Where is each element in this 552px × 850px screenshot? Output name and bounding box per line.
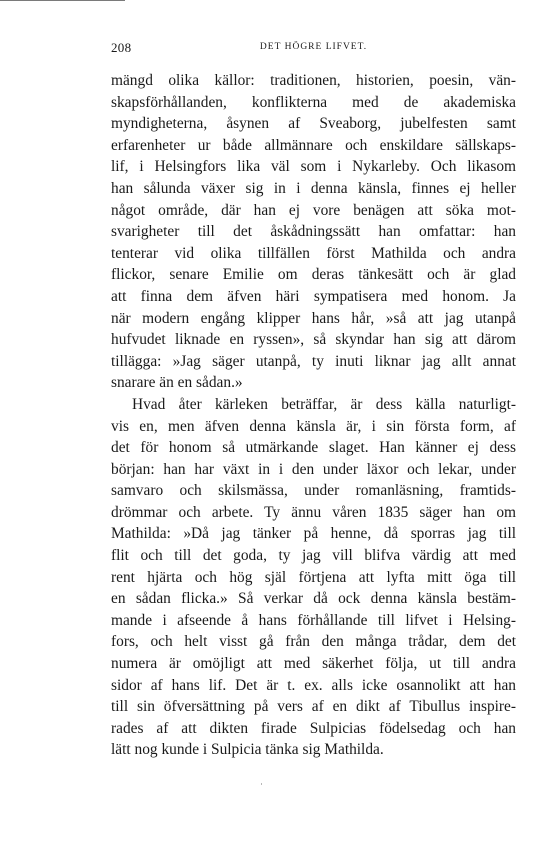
paragraph-1: [111, 70, 516, 394]
text-line: vis en, men äfven denna känsla är, i sin första form, af: [111, 417, 516, 435]
text-line: myndigheterna, åsynen af Sveaborg, jubelfesten samt: [111, 115, 516, 133]
running-header: [111, 40, 516, 56]
text-line: en sådan flicka.» Så verkar då ock denna känsla bestäm-: [111, 590, 516, 608]
text-line: drömmar och arbete. Ty ännu våren 1835 säger han om: [111, 503, 516, 521]
text-line: lif, i Helsingfors lika väl som i Nykarleby. Och likasom: [111, 158, 516, 176]
text-line: skapsförhållanden, konflikterna med de akademiska: [111, 93, 516, 111]
text-line: fors, och helt visst gå från den många trådar, dem det: [111, 633, 516, 651]
paragraph-2: [111, 394, 516, 761]
text-line: att finna dem äfven häri sympatisera med honom. Ja: [111, 287, 516, 305]
paper-speck: [261, 783, 262, 785]
text-line: Mathilda: »Då jag tänker på henne, då sporras jag till: [111, 525, 516, 543]
text-line: flickor, senare Emilie om deras tänkesätt och är glad: [111, 266, 516, 284]
body-text: [111, 70, 516, 761]
text-line: tenterar vid olika tillfällen först Mathilda och andra: [111, 244, 516, 262]
text-line: samvaro och skilsmässa, under romanläsning, framtids-: [111, 482, 516, 500]
text-line: snarare än en sådan.»: [111, 374, 243, 392]
text-line: början: han har växt in i den under läxor och lekar, under: [111, 460, 516, 478]
text-line: han sålunda växer sig in i denna känsla, finnes ej heller: [111, 179, 516, 197]
text-line: erfarenheter ur både allmännare och enskildare sällskaps-: [111, 136, 516, 154]
text-line: mängd olika källor: traditionen, historien, poesin, vän-: [111, 72, 516, 89]
text-line: flit och till det goda, ty jag vill blifva värdig att med: [111, 547, 516, 565]
text-line: hufvudet liknade en ryssen», så skyndar han sig att därom: [111, 331, 516, 349]
text-line: när modern engång klipper hans hår, »så att jag utanpå: [111, 309, 516, 327]
text-line: rent hjärta och hög själ förtjena att lyfta mitt öga till: [111, 568, 516, 586]
running-title: DET HÖGRE LIFVET.: [259, 42, 368, 52]
text-line: rades af att dikten firade Sulpicias födelsedag och han: [111, 719, 516, 737]
text-line: lätt nog kunde i Sulpicia tänka sig Mathilda.: [111, 741, 384, 759]
text-line: tillägga: »Jag säger utanpå, ty inuti liknar jag allt annat: [111, 352, 516, 370]
text-line: det för honom så utmärkande slaget. Han känner ej dess: [111, 439, 516, 457]
scan-edge-line: [0, 0, 125, 1]
text-line: numera är omöjligt att med säkerhet följa, ut till andra: [111, 655, 516, 673]
text-line: Hvad åter kärleken beträffar, är dess källa naturligt-: [132, 395, 516, 413]
text-line: sidor af hans lif. Det är t. ex. alls icke osannolikt att han: [111, 676, 516, 694]
text-line: till sin öfversättning på vers af en dikt af Tibullus inspire-: [111, 698, 516, 716]
text-line: något område, där han ej vore benägen att söka mot-: [111, 201, 516, 219]
text-line: svarigheter till det åskådningssätt han omfattar: han: [111, 223, 516, 241]
page-number: 208: [111, 40, 132, 55]
text-line: mande i afseende å hans förhållande till lifvet i Helsing-: [111, 611, 516, 629]
